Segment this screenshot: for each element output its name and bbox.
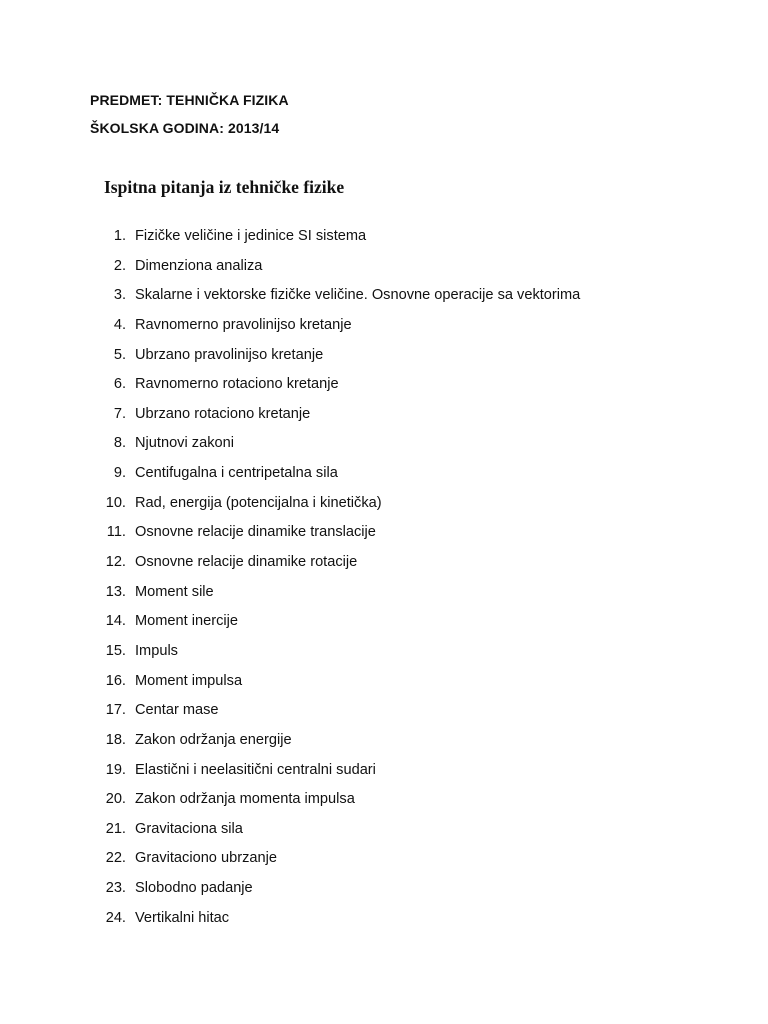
- question-number: 15.: [105, 642, 126, 659]
- question-item: [0, 431, 768, 461]
- question-number: 19.: [105, 761, 126, 778]
- question-text: Centar mase: [135, 702, 219, 719]
- school-year-line: ŠKOLSKA GODINA: 2013/14: [90, 120, 280, 136]
- question-number: 2.: [113, 257, 126, 274]
- question-item: [0, 580, 768, 610]
- question-item: [0, 639, 768, 669]
- question-item: [0, 698, 768, 728]
- question-item: [0, 846, 768, 876]
- question-number: 10.: [105, 494, 126, 511]
- question-text: Ravnomerno pravolinijso kretanje: [135, 316, 352, 333]
- question-text: Elastični i neelasitični centralni sudari: [135, 761, 376, 778]
- question-item: [0, 728, 768, 758]
- question-text: Vertikalni hitac: [135, 909, 230, 926]
- question-text: Skalarne i vektorske fizičke veličine. Osnovne operacije sa vektorima: [135, 287, 581, 304]
- question-number: 24.: [105, 909, 126, 926]
- question-text: Osnovne relacije dinamike translacije: [135, 524, 376, 541]
- question-number: 20.: [105, 791, 126, 808]
- question-text: Ubrzano rotaciono kretanje: [135, 405, 311, 422]
- question-number: 18.: [105, 731, 126, 748]
- question-number: 22.: [105, 850, 126, 867]
- question-item: [0, 491, 768, 521]
- question-number: 21.: [105, 820, 126, 837]
- question-number: 1.: [113, 228, 126, 244]
- question-item: [0, 224, 768, 254]
- question-text: Slobodno padanje: [135, 880, 253, 897]
- question-item: [0, 343, 768, 373]
- question-number: 5.: [113, 346, 126, 363]
- document-title: Ispitna pitanja iz tehničke fizike: [104, 177, 345, 197]
- question-number: 8.: [113, 435, 126, 452]
- question-text: Ubrzano pravolinijso kretanje: [135, 346, 324, 363]
- question-number: 16.: [105, 672, 126, 689]
- question-item: [0, 787, 768, 817]
- question-number: 11.: [106, 524, 126, 541]
- question-text: Gravitaciono ubrzanje: [135, 850, 277, 867]
- question-number: 12.: [105, 554, 126, 571]
- question-text: Moment inercije: [135, 613, 239, 630]
- question-list: [0, 224, 768, 935]
- question-text: Zakon održanja momenta impulsa: [135, 791, 355, 808]
- question-item: [0, 669, 768, 699]
- question-number: 13.: [105, 583, 126, 600]
- question-text: Gravitaciona sila: [135, 820, 243, 837]
- question-number: 4.: [113, 316, 126, 333]
- question-item: [0, 520, 768, 550]
- question-item: [0, 906, 768, 936]
- subject-line: PREDMET: TEHNIČKA FIZIKA: [90, 92, 289, 108]
- question-text: Zakon održanja energije: [135, 731, 292, 748]
- question-text: Osnovne relacije dinamike rotacije: [135, 554, 358, 571]
- question-item: [0, 609, 768, 639]
- question-number: 6.: [113, 376, 126, 393]
- question-number: 7.: [113, 405, 126, 422]
- question-text: Dimenziona analiza: [135, 257, 263, 274]
- question-number: 14.: [105, 613, 126, 630]
- question-text: Moment sile: [135, 583, 214, 600]
- question-text: Ravnomerno rotaciono kretanje: [135, 376, 339, 393]
- question-item: [0, 876, 768, 906]
- question-text: Rad, energija (potencijalna i kinetička): [135, 494, 382, 511]
- question-text: Impuls: [135, 642, 178, 659]
- question-text: Njutnovi zakoni: [135, 435, 234, 452]
- question-item: [0, 313, 768, 343]
- question-item: [0, 758, 768, 788]
- question-text: Centifugalna i centripetalna sila: [135, 465, 338, 482]
- question-item: [0, 817, 768, 847]
- question-number: 17.: [105, 702, 126, 719]
- question-number: 9.: [113, 465, 126, 482]
- question-item: [0, 254, 768, 284]
- question-item: [0, 402, 768, 432]
- question-number: 23.: [105, 880, 126, 897]
- question-number: 3.: [113, 287, 126, 304]
- question-item: [0, 461, 768, 491]
- question-item: [0, 550, 768, 580]
- question-text: Fizičke veličine i jedinice SI sistema: [135, 228, 367, 244]
- question-item: [0, 372, 768, 402]
- question-text: Moment impulsa: [135, 672, 243, 689]
- question-item: [0, 283, 768, 313]
